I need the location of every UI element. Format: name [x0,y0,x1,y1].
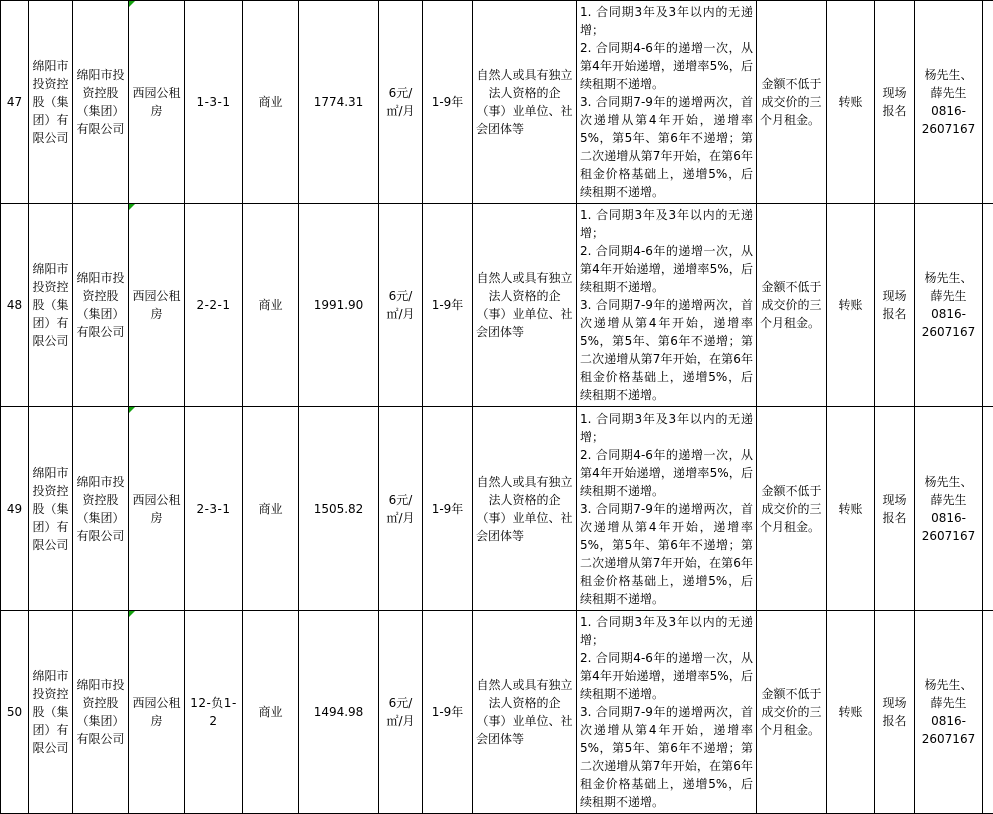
comment-marker-icon [129,1,135,7]
contact-phone-2: 2607167 [918,527,979,545]
cell-agent[interactable]: 绵阳市投资控股（集团）有限公司 [73,1,129,204]
increase-line-3: 3. 合同期7-9年的递增两次，首次递增从第4年开始，递增率5%，第5年、第6年不递增；第二次递增从第7年开始，在第6年租金价格基础上，递增5%，后续租期不递增。 [580,296,753,404]
increase-line-1: 1. 合同期3年及3年以内的无递增； [580,206,753,242]
table-row[interactable] [1,611,993,814]
cell-registration-method[interactable]: 现场报名 [875,611,915,814]
increase-line-2: 2. 合同期4-6年的递增一次，从第4年开始递增，递增率5%，后续租期不递增。 [580,446,753,500]
cell-target[interactable]: 自然人或具有独立法人资格的企（事）业单位、社会团体等 [473,204,577,407]
increase-line-2: 2. 合同期4-6年的递增一次，从第4年开始递增，递增率5%，后续租期不递增。 [580,39,753,93]
contact-name-1: 杨先生、 [918,676,979,694]
contact-phone-2: 2607167 [918,120,979,138]
cell-price[interactable]: 6元/㎡/月 [379,1,423,204]
cell-usage[interactable]: 商业 [243,204,299,407]
increase-line-3: 3. 合同期7-9年的递增两次，首次递增从第4年开始，递增率5%，第5年、第6年不递增；第二次递增从第7年开始，在第6年租金价格基础上，递增5%，后续租期不递增。 [580,703,753,811]
cell-deposit[interactable]: 金额不低于成交价的三个月租金。 [757,1,827,204]
cell-tail[interactable] [983,611,993,814]
table-body [1,1,993,814]
increase-line-1: 1. 合同期3年及3年以内的无递增； [580,3,753,39]
cell-term[interactable]: 1-9年 [423,1,473,204]
increase-line-1: 1. 合同期3年及3年以内的无递增； [580,613,753,649]
cell-project[interactable] [129,204,185,407]
cell-owner[interactable]: 绵阳市投资控股（集团）有限公司 [29,407,73,611]
cell-unit[interactable]: 2-3-1 [185,407,243,611]
cell-owner[interactable]: 绵阳市投资控股（集团）有限公司 [29,611,73,814]
cell-unit[interactable]: 12-负1-2 [185,611,243,814]
contact-name-1: 杨先生、 [918,66,979,84]
contact-phone-1: 0816- [918,509,979,527]
cell-owner[interactable]: 绵阳市投资控股（集团）有限公司 [29,204,73,407]
contact-name-2: 薛先生 [918,84,979,102]
cell-project-label: 西园公租房 [132,696,180,728]
increase-line-2: 2. 合同期4-6年的递增一次，从第4年开始递增，递增率5%，后续租期不递增。 [580,649,753,703]
contact-name-2: 薛先生 [918,694,979,712]
contact-phone-1: 0816- [918,712,979,730]
cell-unit[interactable]: 1-3-1 [185,1,243,204]
cell-payment[interactable]: 转账 [827,204,875,407]
cell-usage[interactable]: 商业 [243,407,299,611]
comment-marker-icon [129,204,135,210]
cell-deposit[interactable]: 金额不低于成交价的三个月租金。 [757,407,827,611]
cell-owner[interactable]: 绵阳市投资控股（集团）有限公司 [29,1,73,204]
cell-price[interactable]: 6元/㎡/月 [379,407,423,611]
cell-usage[interactable]: 商业 [243,1,299,204]
cell-registration-method[interactable]: 现场报名 [875,204,915,407]
cell-deposit[interactable]: 金额不低于成交价的三个月租金。 [757,204,827,407]
cell-project[interactable] [129,407,185,611]
table-row[interactable] [1,407,993,611]
cell-index[interactable]: 47 [1,1,29,204]
cell-payment[interactable]: 转账 [827,611,875,814]
cell-term[interactable]: 1-9年 [423,611,473,814]
cell-project-label: 西园公租房 [132,493,180,525]
comment-marker-icon [129,611,135,617]
cell-tail[interactable] [983,1,993,204]
cell-contact[interactable] [915,1,983,204]
cell-price[interactable]: 6元/㎡/月 [379,204,423,407]
contact-name-1: 杨先生、 [918,269,979,287]
cell-project[interactable] [129,611,185,814]
contact-phone-2: 2607167 [918,730,979,748]
contact-name-2: 薛先生 [918,491,979,509]
cell-area[interactable]: 1505.82 [299,407,379,611]
contact-phone-1: 0816- [918,305,979,323]
increase-line-1: 1. 合同期3年及3年以内的无递增； [580,410,753,446]
increase-line-3: 3. 合同期7-9年的递增两次，首次递增从第4年开始，递增率5%，第5年、第6年不递增；第二次递增从第7年开始，在第6年租金价格基础上，递增5%，后续租期不递增。 [580,500,753,608]
cell-contact[interactable] [915,204,983,407]
cell-project-label: 西园公租房 [132,86,180,118]
cell-deposit[interactable]: 金额不低于成交价的三个月租金。 [757,611,827,814]
cell-area[interactable]: 1991.90 [299,204,379,407]
comment-marker-icon [129,407,135,413]
cell-payment[interactable]: 转账 [827,407,875,611]
cell-term[interactable]: 1-9年 [423,407,473,611]
cell-increase[interactable] [577,204,757,407]
cell-price[interactable]: 6元/㎡/月 [379,611,423,814]
cell-index[interactable]: 49 [1,407,29,611]
cell-increase[interactable] [577,407,757,611]
cell-tail[interactable] [983,407,993,611]
table-row[interactable] [1,1,993,204]
cell-tail[interactable] [983,204,993,407]
cell-agent[interactable]: 绵阳市投资控股（集团）有限公司 [73,407,129,611]
contact-phone-2: 2607167 [918,323,979,341]
cell-target[interactable]: 自然人或具有独立法人资格的企（事）业单位、社会团体等 [473,1,577,204]
contact-phone-1: 0816- [918,102,979,120]
increase-line-2: 2. 合同期4-6年的递增一次，从第4年开始递增，递增率5%，后续租期不递增。 [580,242,753,296]
cell-project[interactable] [129,1,185,204]
contact-name-1: 杨先生、 [918,473,979,491]
cell-target[interactable]: 自然人或具有独立法人资格的企（事）业单位、社会团体等 [473,407,577,611]
cell-contact[interactable] [915,407,983,611]
cell-registration-method[interactable]: 现场报名 [875,1,915,204]
cell-target[interactable]: 自然人或具有独立法人资格的企（事）业单位、社会团体等 [473,611,577,814]
cell-term[interactable]: 1-9年 [423,204,473,407]
cell-payment[interactable]: 转账 [827,1,875,204]
contact-name-2: 薛先生 [918,287,979,305]
cell-area[interactable]: 1494.98 [299,611,379,814]
cell-index[interactable]: 48 [1,204,29,407]
increase-line-3: 3. 合同期7-9年的递增两次，首次递增从第4年开始，递增率5%，第5年、第6年不递增；第二次递增从第7年开始，在第6年租金价格基础上，递增5%，后续租期不递增。 [580,93,753,201]
cell-registration-method[interactable]: 现场报名 [875,407,915,611]
cell-increase[interactable] [577,1,757,204]
cell-unit[interactable]: 2-2-1 [185,204,243,407]
table-row[interactable] [1,204,993,407]
cell-agent[interactable]: 绵阳市投资控股（集团）有限公司 [73,611,129,814]
cell-usage[interactable]: 商业 [243,611,299,814]
cell-area[interactable]: 1774.31 [299,1,379,204]
cell-contact[interactable] [915,611,983,814]
cell-increase[interactable] [577,611,757,814]
cell-agent[interactable]: 绵阳市投资控股（集团）有限公司 [73,204,129,407]
cell-project-label: 西园公租房 [132,289,180,321]
cell-index[interactable]: 50 [1,611,29,814]
